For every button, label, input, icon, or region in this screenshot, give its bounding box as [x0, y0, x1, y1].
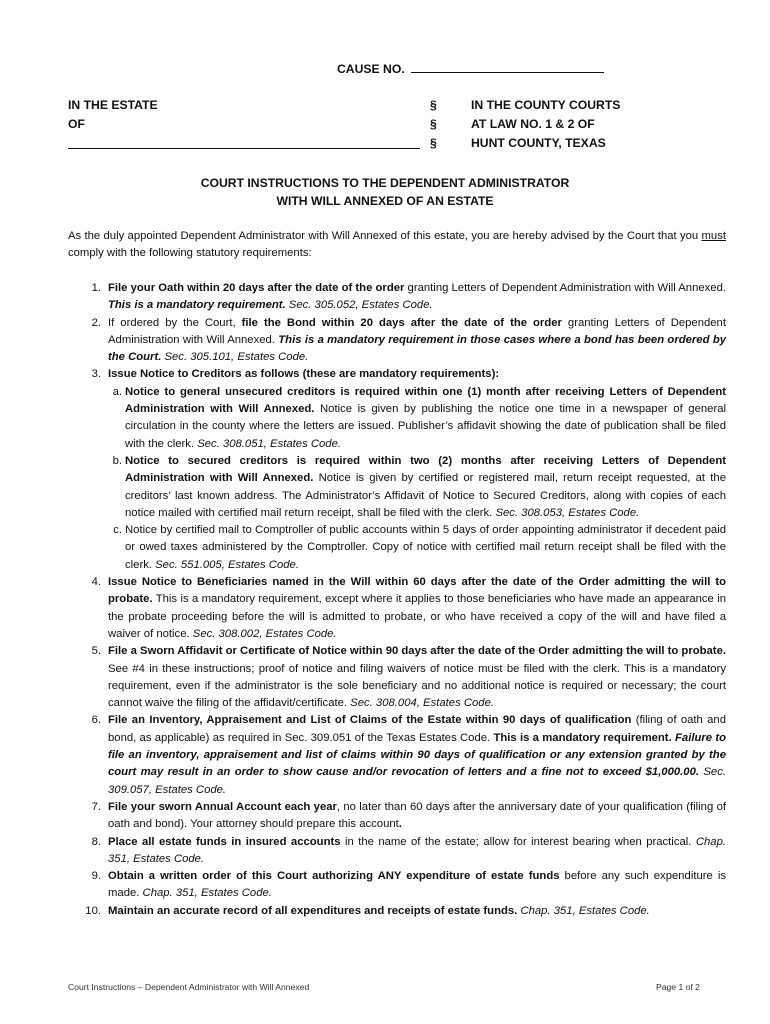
- sub-item: [108, 384, 726, 453]
- list-item: [68, 366, 726, 574]
- list-item: [68, 712, 726, 798]
- intro-must: must: [701, 230, 726, 242]
- sub-item-label: a.: [112, 385, 122, 398]
- item-text: File your sworn Annual Account each year, no later than 60 days after the anniversary date of your qualification (filing of oath and bond). Your attorney should prepare this account.: [108, 800, 726, 831]
- item-number: 1.: [91, 282, 101, 294]
- item-text: Issue Notice to Creditors as follows (these are mandatory requirements): a. Notice to general unsecured creditors is required within one (1) month after receiving Letters of Dependent Administration with Will Annexed. Notice is given by publishing the notice one time in a newspaper of general circulation in the county where the letters are issued. Publisher’s affidavit showing the date of publication shall be filed with the clerk. Sec. 308.051, Estates Code. b. Notice to secured creditors is required within two (2) months after receiving Letters of Dependent Administration with Will Annexed. Notice is given by certified or registered mail, return receipt requested, at the creditors’ last known address. The Administrator’s Affidavit of Notice to Secured Creditors, along with copies of each notice mailed with certified mail return receipt, shall be filed with the clerk. Sec. 308.053, Estates Code. c. Notice by certified mail to Comptroller of public accounts within 5 days of order appointing administrator if decedent paid or owed taxes administered by the Comptroller. Copy of notice with certified mail return receipt shall be filed with the clerk. Sec. 551.005, Estates Code.: [108, 366, 726, 574]
- item-number: 3.: [91, 368, 101, 381]
- item-number: 5.: [91, 645, 101, 658]
- instructions-list: [68, 280, 726, 920]
- sub-item-text: Notice by certified mail to Comptroller of public accounts within 5 days of order appointing administrator if decedent paid or owed taxes administered by the Comptroller. Copy of notice with certified mail return receipt shall be filed with the clerk. Sec. 551.005, Estates Code.: [125, 524, 726, 571]
- estate-label: IN THE ESTATE: [68, 98, 158, 112]
- section-symbol: §: [430, 117, 437, 131]
- item-number: 6.: [91, 714, 101, 727]
- item-text: Obtain a written order of this Court authorizing ANY expenditure of estate funds before any such expenditure is made. Chap. 351, Estates Code.: [108, 870, 726, 900]
- estate-of-label: OF: [68, 117, 85, 131]
- list-item: [68, 315, 726, 367]
- list-item: [68, 868, 726, 903]
- item-number: 9.: [91, 870, 101, 883]
- section-symbol: §: [430, 98, 437, 112]
- list-item: [68, 643, 726, 712]
- item-number: 10.: [85, 904, 101, 917]
- sub-item-text: Notice to general unsecured creditors is required within one (1) month after receiving Letters of Dependent Administration with Will Annexed. Notice is given by publishing the notice one time in a newspaper of general circulation in the county where the letters are issued. Publisher’s affidavit showing the date of publication shall be filed with the clerk. Sec. 308.051, Estates Code.: [125, 385, 726, 450]
- intro-text: As the duly appointed Dependent Administrator with Will Annexed of this estate, you are hereby advised by the Court that you: [68, 230, 702, 242]
- sub-item-text: Notice to secured creditors is required within two (2) months after receiving Letters of Dependent Administration with Will Annexed. Notice is given by certified or registered mail, return receipt requested, at the creditors’ last known address. The Administrator’s Affidavit of Notice to Secured Creditors, along with copies of each notice mailed with certified mail return receipt, shall be filed with the clerk. Sec. 308.053, Estates Code.: [125, 454, 726, 519]
- cause-label: CAUSE NO.: [337, 62, 405, 76]
- cause-number: [337, 61, 604, 78]
- document-title-line2: WITH WILL ANNEXED OF AN ESTATE: [276, 194, 494, 208]
- document-title-line1: COURT INSTRUCTIONS TO THE DEPENDENT ADMINISTRATOR: [200, 176, 570, 190]
- item-text: File your Oath within 20 days after the date of the order granting Letters of Dependent Administration with Will Annexed. This is a mandatory requirement. Sec. 305.052, Estates Code.: [108, 282, 726, 312]
- item-text: Issue Notice to Beneficiaries named in the Will within 60 days after the date of the Order admitting the will to probate. This is a mandatory requirement, except where it applies to those beneficiaries who have made an appearance in the probate proceeding before the will is admitted to probate, or who have received a copy of the will and have filed a waiver of notice. Sec. 308.002, Estates Code.: [108, 576, 726, 640]
- item-number: 2.: [91, 316, 101, 329]
- item-number: 8.: [91, 835, 101, 848]
- sub-item-label: c.: [113, 524, 122, 537]
- sub-item-label: b.: [112, 454, 122, 467]
- list-item: [68, 903, 726, 920]
- item-text: Place all estate funds in insured accounts in the name of the estate; allow for interest bearing when practical. Chap. 351, Estates Code.: [108, 835, 726, 865]
- intro-paragraph: [68, 228, 726, 263]
- sub-item: [108, 522, 726, 574]
- list-item: [68, 834, 726, 869]
- item-text: If ordered by the Court, file the Bond within 20 days after the date of the order granting Letters of Dependent Administration with Will Annexed. This is a mandatory requirement in those cases where a bond has been ordered by the Court. Sec. 305.101, Estates Code.: [108, 316, 726, 364]
- item-number: 4.: [91, 576, 101, 589]
- list-item: [68, 799, 726, 834]
- sub-item: [108, 453, 726, 522]
- item-text: File a Sworn Affidavit or Certificate of Notice within 90 days after the date of the Order admitting the will to probate. See #4 in these instructions; proof of notice and filing waivers of notice must be filed with the clerk. This is a mandatory requirement, even if the administrator is the sole beneficiary and no additional notice is required or necessary; the court cannot waive the filing of the affidavit/certificate. Sec. 308.004, Estates Code.: [108, 645, 726, 710]
- court-name-line1: IN THE COUNTY COURTS: [471, 98, 621, 112]
- estate-name-blank: [68, 148, 420, 149]
- court-name-line3: HUNT COUNTY, TEXAS: [471, 136, 606, 150]
- intro-text-end: comply with the following statutory requirements:: [68, 247, 312, 260]
- cause-number-blank: [411, 61, 604, 73]
- list-item: [68, 574, 726, 643]
- footer-page-number: Page 1 of 2: [656, 982, 700, 992]
- section-symbol: §: [430, 136, 437, 150]
- court-name-line2: AT LAW NO. 1 & 2 OF: [471, 117, 595, 131]
- item-text: File an Inventory, Appraisement and List of Claims of the Estate within 90 days of qualification (filing of oath and bond, as applicable) as required in Sec. 309.051 of the Texas Estates Code. This is a mandatory requirement. Failure to file an inventory, appraisement and list of claims within 90 days of qualification or any extension granted by the court may result in an order to show cause and/or revocation of letters and a fine not to exceed $1,000.00. Sec. 309.057, Estates Code.: [108, 714, 726, 796]
- list-item: [68, 280, 726, 315]
- footer-document-name: Court Instructions – Dependent Administrator with Will Annexed: [68, 982, 310, 992]
- item-number: 7.: [91, 800, 101, 813]
- item-text: Maintain an accurate record of all expenditures and receipts of estate funds. Chap. 351, Estates Code.: [108, 904, 650, 917]
